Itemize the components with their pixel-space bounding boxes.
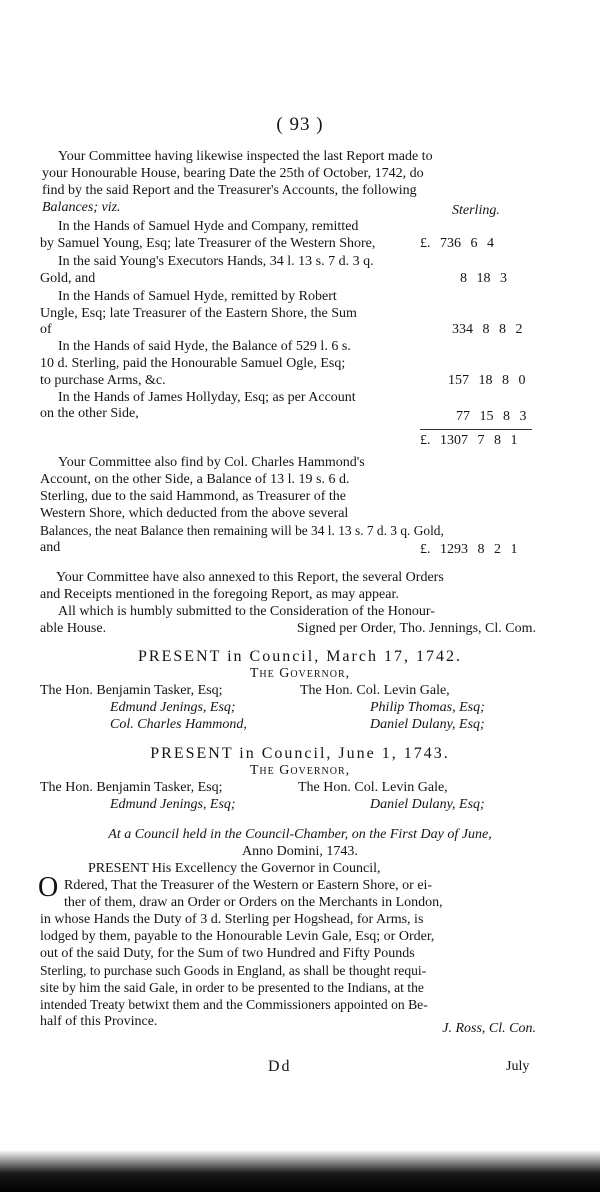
total-rule (420, 429, 532, 430)
council-heading: PRESENT in Council, March 17, 1742. (138, 648, 462, 665)
order-line: lodged by them, payable to the Honourable Levin Gale, Esq; or Order, (40, 929, 435, 944)
page-number: ( 93 ) (276, 114, 324, 135)
annex-line: All which is humbly submitted to the Consideration of the Honour- (58, 604, 435, 619)
council-member: Daniel Dulany, Esq; (370, 797, 485, 812)
hammond-line: Balances, the neat Balance then remaining will be 34 l. 13 s. 7 d. 3 q. Gold, (40, 523, 444, 538)
drop-cap: O (38, 872, 59, 903)
ledger-item-text: In the Hands of Samuel Hyde and Company, remitted (58, 219, 359, 234)
council-clerk-signature: J. Ross, Cl. Con. (442, 1021, 536, 1036)
ledger-item-amount: 157 18 8 0 (448, 373, 526, 388)
council-member: The Hon. Col. Levin Gale, (298, 780, 448, 795)
council-member: The Hon. Benjamin Tasker, Esq; (40, 780, 223, 795)
council-member: Philip Thomas, Esq; (370, 700, 485, 715)
ledger-item-text: In the Hands of James Hollyday, Esq; as per Account (58, 390, 356, 405)
annex-line: Your Committee have also annexed to this Report, the several Orders (56, 570, 444, 585)
report-intro-line: Your Committee having likewise inspected the last Report made to (58, 149, 433, 164)
ledger-item-text: Gold, and (40, 271, 96, 286)
hammond-line: Sterling, due to the said Hammond, as Treasurer of the (40, 489, 347, 504)
report-intro-line: your Honourable House, bearing Date the 25th of October, 1742, do (42, 166, 424, 181)
ledger-item-text: In the Hands of Samuel Hyde, remitted by Robert (58, 289, 337, 304)
present-line: PRESENT His Excellency the Governor in Council, (88, 861, 381, 876)
report-intro-line: find by the said Report and the Treasurer's Accounts, the following (42, 183, 417, 198)
ledger-item-text: In the Hands of said Hyde, the Balance of 529 l. 6 s. (58, 339, 351, 354)
signature-mark: Dd (268, 1058, 292, 1075)
report-intro-line: Balances; viz. (42, 200, 121, 215)
order-line: half of this Province. (40, 1014, 158, 1029)
catchword: July (506, 1059, 530, 1074)
ledger-item-text: on the other Side, (40, 406, 139, 421)
order-line: Sterling, to purchase such Goods in England, as shall be thought requi- (40, 963, 427, 978)
scan-edge-shadow (0, 1150, 600, 1192)
annex-line: able House. (40, 621, 107, 636)
governor-line: The Governor, (249, 763, 351, 778)
ledger-item-amount: 8 18 3 (460, 271, 507, 286)
order-line: out of the said Duty, for the Sum of two Hundred and Fifty Pounds (40, 946, 415, 961)
neat-balance-amount: £. 1293 8 2 1 (420, 542, 518, 557)
council-member: Daniel Dulany, Esq; (370, 717, 485, 732)
order-line: Rdered, That the Treasurer of the Western or Eastern Shore, or ei- (64, 878, 433, 893)
council-chamber-date: Anno Domini, 1743. (242, 844, 358, 859)
council-member: Edmund Jenings, Esq; (110, 700, 236, 715)
hammond-line: Western Shore, which deducted from the above several (40, 506, 349, 521)
council-member: Edmund Jenings, Esq; (110, 797, 236, 812)
ledger-item-amount: £. 736 6 4 (420, 236, 494, 251)
ledger-item-text: by Samuel Young, Esq; late Treasurer of the Western Shore, (40, 236, 376, 251)
order-line: in whose Hands the Duty of 3 d. Sterling per Hogshead, for Arms, is (40, 912, 424, 927)
council-member: Col. Charles Hammond, (110, 717, 247, 732)
ledger-total: £. 1307 7 8 1 (420, 433, 518, 448)
committee-signature: Signed per Order, Tho. Jennings, Cl. Com. (296, 621, 536, 636)
annex-line: and Receipts mentioned in the foregoing Report, as may appear. (40, 587, 399, 602)
ledger-item-text: Ungle, Esq; late Treasurer of the Eastern Shore, the Sum (40, 306, 357, 321)
council-chamber-heading: At a Council held in the Council-Chamber, on the First Day of June, (108, 827, 492, 842)
ledger-item-text: 10 d. Sterling, paid the Honourable Samuel Ogle, Esq; (40, 356, 346, 371)
ledger-item-text: In the said Young's Executors Hands, 34 l. 13 s. 7 d. 3 q. (58, 254, 374, 269)
order-line: ther of them, draw an Order or Orders on the Merchants in London, (64, 895, 443, 910)
council-member: The Hon. Col. Levin Gale, (300, 683, 450, 698)
hammond-line: Your Committee also find by Col. Charles Hammond's (58, 455, 365, 470)
currency-heading: Sterling. (452, 203, 500, 218)
hammond-line: Account, on the other Side, a Balance of 13 l. 19 s. 6 d. (40, 472, 350, 487)
hammond-line: and (40, 540, 61, 555)
council-member: The Hon. Benjamin Tasker, Esq; (40, 683, 223, 698)
ledger-item-amount: 334 8 8 2 (452, 322, 523, 337)
ledger-item-text: of (40, 322, 52, 337)
order-line: site by him the said Gale, in order to be presented to the Indians, at the (40, 980, 424, 995)
ledger-item-text: to purchase Arms, &c. (40, 373, 166, 388)
order-line: intended Treaty betwixt them and the Commissioners appointed on Be- (40, 997, 428, 1012)
council-heading: PRESENT in Council, June 1, 1743. (150, 745, 450, 762)
ledger-item-amount: 77 15 8 3 (456, 409, 527, 424)
governor-line: The Governor, (249, 666, 351, 681)
